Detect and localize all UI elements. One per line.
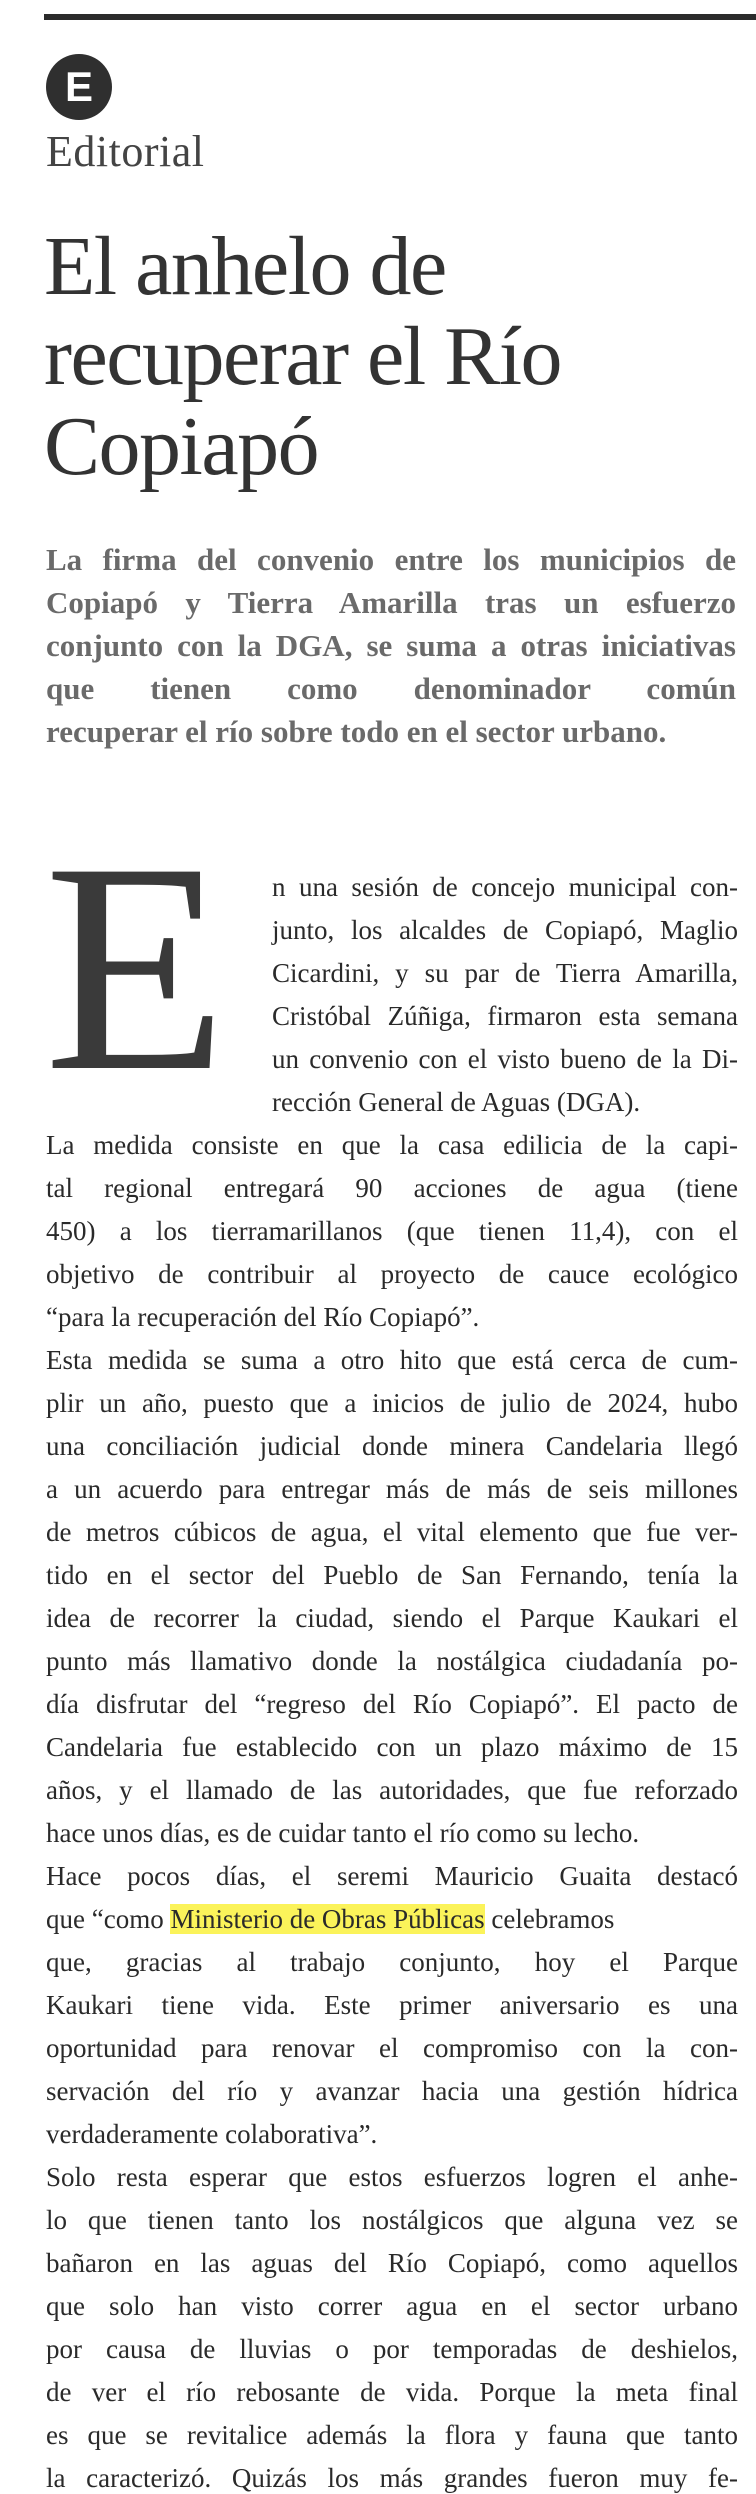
headline — [44, 222, 744, 492]
deck-line: que tienen como denominador común — [46, 671, 736, 706]
article-line: que solo han visto correr agua en el sector urbano — [46, 2291, 738, 2321]
article-line: tido en el sector del Pueblo de San Fernando, tenía la — [46, 1560, 738, 1590]
article-line-with-highlight — [46, 1904, 738, 1935]
deck-line: recuperar el río sobre todo en el sector urbano. — [46, 714, 667, 749]
article-line: es que se revitalice además la flora y fauna que tanto — [46, 2420, 738, 2450]
article-line: a un acuerdo para entregar más de más de seis millones — [46, 1474, 738, 1504]
article-line: Hace pocos días, el seremi Mauricio Guaita destacó — [46, 1861, 738, 1891]
deck-line: conjunto con la DGA, se suma a otras iniciativas — [46, 628, 736, 663]
article-line: n una sesión de concejo municipal con- — [272, 872, 738, 902]
article-line: lo que tienen tanto los nostálgicos que alguna vez se — [46, 2205, 738, 2235]
article-line: punto más llamativo donde la nostálgica ciudadanía po- — [46, 1646, 738, 1676]
article-line: por causa de lluvias o por temporadas de deshielos, — [46, 2334, 738, 2364]
article-line: una conciliación judicial donde minera Candelaria llegó — [46, 1431, 738, 1461]
article-line: la caracterizó. Quizás los más grandes fueron muy fe- — [46, 2463, 738, 2493]
article-line: Candelaria fue establecido con un plazo máximo de 15 — [46, 1732, 738, 1762]
article-line: Kaukari tiene vida. Este primer aniversario es una — [46, 1990, 738, 2020]
drop-cap: E — [44, 801, 228, 1133]
article-line: que, gracias al trabajo conjunto, hoy el Parque — [46, 1947, 738, 1977]
article-line: tal regional entregará 90 acciones de agua (tiene — [46, 1173, 738, 1203]
article-line: servación del río y avanzar hacia una gestión hídrica — [46, 2076, 738, 2106]
headline-line: El anhelo de — [44, 220, 446, 313]
article-line: “para la recuperación del Río Copiapó”. — [46, 1302, 480, 1332]
article-line-end: celebramos — [484, 1904, 615, 1934]
article-line: oportunidad para renovar el compromiso con la con- — [46, 2033, 738, 2063]
article-line: hace unos días, es de cuidar tanto el río como su lecho. — [46, 1818, 640, 1848]
article-line: 450) a los tierramarillanos (que tienen 11,4), con el — [46, 1216, 738, 1246]
article-line: de ver el río rebosante de vida. Porque la meta final — [46, 2377, 738, 2407]
deck-line: La firma del convenio entre los municipios de — [46, 542, 736, 577]
article-line: rección General de Aguas (DGA). — [272, 1087, 641, 1117]
article-line: Solo resta esperar que estos esfuerzos logren el anhe- — [46, 2162, 738, 2192]
article-line: junto, los alcaldes de Copiapó, Maglio — [272, 915, 738, 945]
top-rule — [44, 14, 756, 20]
section-label: Editorial — [46, 127, 205, 176]
article-line: años, y el llamado de las autoridades, que fue reforzado — [46, 1775, 738, 1805]
article-line: verdaderamente colaborativa”. — [46, 2119, 378, 2149]
article-line: un convenio con el visto bueno de la Di- — [272, 1044, 738, 1074]
article-line: plir un año, puesto que a inicios de julio de 2024, hubo — [46, 1388, 738, 1418]
headline-line: recuperar el Río — [44, 310, 562, 403]
headline-line: Copiapó — [44, 400, 319, 493]
article-line: Cristóbal Zúñiga, firmaron esta semana — [272, 1001, 738, 1031]
deck-line: Copiapó y Tierra Amarilla tras un esfuerzo — [46, 585, 736, 620]
article-line: de metros cúbicos de agua, el vital elemento que fue ver- — [46, 1517, 738, 1547]
article-line: bañaron en las aguas del Río Copiapó, como aquellos — [46, 2248, 738, 2278]
article-line: Cicardini, y su par de Tierra Amarilla, — [272, 958, 738, 988]
highlighted-phrase: Ministerio de Obras Públicas — [170, 1904, 485, 1934]
section-badge-icon: E — [46, 54, 112, 120]
deck-summary — [46, 538, 736, 753]
article-line: La medida consiste en que la casa edilicia de la capi- — [46, 1130, 738, 1160]
article-line-start: que “como — [46, 1904, 164, 1934]
article-line: Esta medida se suma a otro hito que está cerca de cum- — [46, 1345, 738, 1375]
article-line: objetivo de contribuir al proyecto de cauce ecológico — [46, 1259, 738, 1289]
article-line: día disfrutar del “regreso del Río Copiapó”. El pacto de — [46, 1689, 738, 1719]
article-line: idea de recorrer la ciudad, siendo el Parque Kaukari el — [46, 1603, 738, 1633]
